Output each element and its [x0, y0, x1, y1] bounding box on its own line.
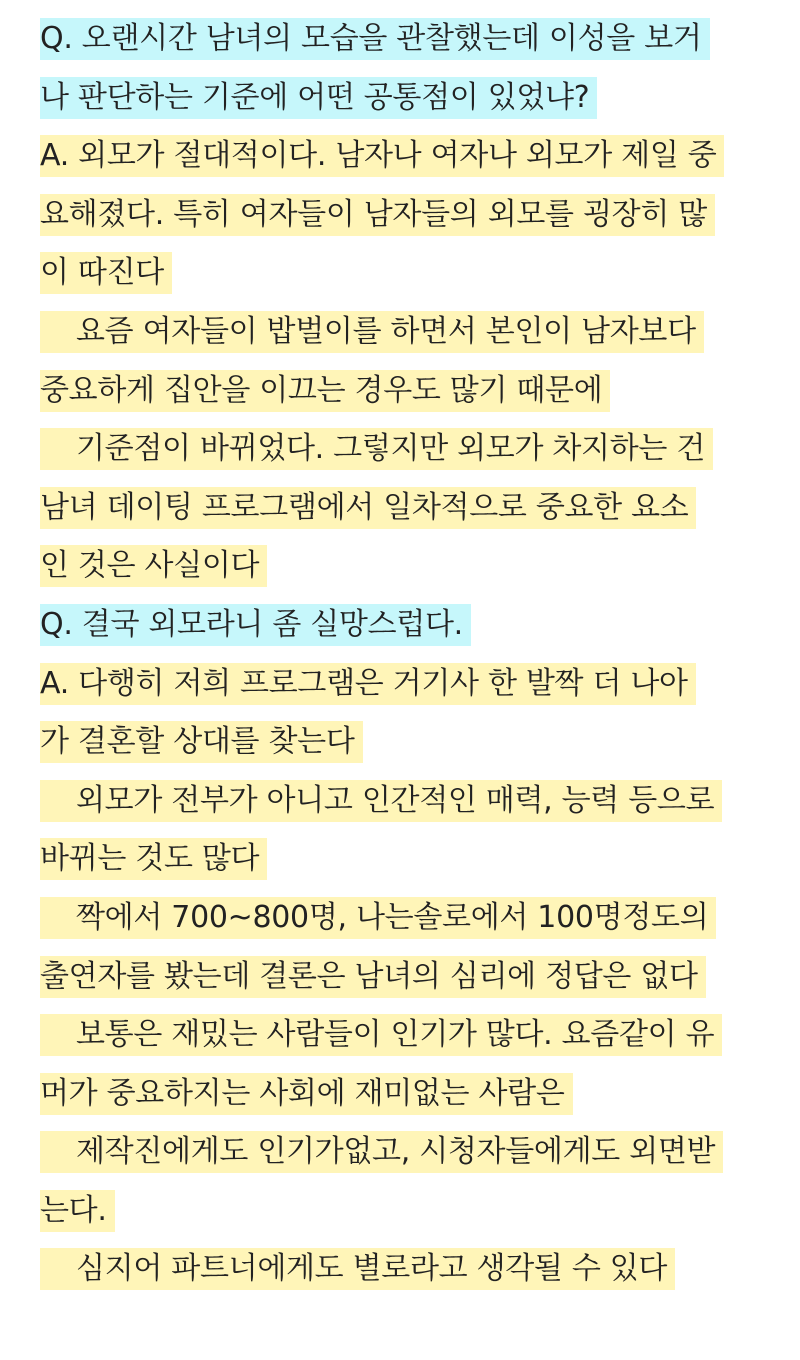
answer-line: 바뀌는 것도 많다: [40, 838, 267, 880]
text-line: [40, 1123, 770, 1182]
text-line: [40, 1006, 770, 1065]
answer-line: 중요하게 집안을 이끄는 경우도 많기 때문에: [40, 370, 610, 412]
text-line: [40, 362, 770, 421]
answer-line: 보통은 재밌는 사람들이 인기가 많다. 요즘같이 유: [40, 1014, 722, 1056]
question-line: Q. 오랜시간 남녀의 모습을 관찰했는데 이성을 보거: [40, 18, 710, 60]
answer-line: 제작진에게도 인기가없고, 시청자들에게도 외면받: [40, 1131, 723, 1173]
answer-line: 남녀 데이팅 프로그램에서 일차적으로 중요한 요소: [40, 487, 696, 529]
text-line: [40, 830, 770, 889]
text-line: [40, 948, 770, 1007]
answer-line: 요즘 여자들이 밥벌이를 하면서 본인이 남자보다: [40, 311, 704, 353]
text-line: [40, 1182, 770, 1241]
text-line: [40, 713, 770, 772]
answer-line: 이 따진다: [40, 252, 172, 294]
text-line: [40, 10, 770, 69]
answer-line: 외모가 전부가 아니고 인간적인 매력, 능력 등으로: [40, 780, 722, 822]
text-line: [40, 596, 770, 655]
text-line: [40, 244, 770, 303]
text-line: [40, 420, 770, 479]
answer-line: 인 것은 사실이다: [40, 545, 267, 587]
question-line: Q. 결국 외모라니 좀 실망스럽다.: [40, 604, 471, 646]
text-line: [40, 1240, 770, 1299]
answer-line: 머가 중요하지는 사회에 재미없는 사람은: [40, 1073, 573, 1115]
interview-document: [40, 10, 770, 1299]
answer-line: A. 외모가 절대적이다. 남자나 여자나 외모가 제일 중: [40, 135, 724, 177]
answer-line: 가 결혼할 상대를 찾는다: [40, 721, 363, 763]
answer-line: 요해졌다. 특히 여자들이 남자들의 외모를 굉장히 많: [40, 194, 715, 236]
answer-line: 는다.: [40, 1190, 115, 1232]
answer-line: A. 다행히 저희 프로그램은 거기사 한 발짝 더 나아: [40, 663, 696, 705]
text-line: [40, 1065, 770, 1124]
text-line: [40, 303, 770, 362]
text-line: [40, 655, 770, 714]
question-line: 나 판단하는 기준에 어떤 공통점이 있었냐?: [40, 77, 597, 119]
answer-line: 심지어 파트너에게도 별로라고 생각될 수 있다: [40, 1248, 675, 1290]
answer-line: 기준점이 바뀌었다. 그렇지만 외모가 차지하는 건: [40, 428, 713, 470]
answer-line: 출연자를 봤는데 결론은 남녀의 심리에 정답은 없다: [40, 956, 706, 998]
text-line: [40, 69, 770, 128]
text-line: [40, 889, 770, 948]
text-line: [40, 479, 770, 538]
text-line: [40, 537, 770, 596]
text-line: [40, 127, 770, 186]
answer-line: 짝에서 700~800명, 나는솔로에서 100명정도의: [40, 897, 716, 939]
text-line: [40, 186, 770, 245]
text-line: [40, 772, 770, 831]
